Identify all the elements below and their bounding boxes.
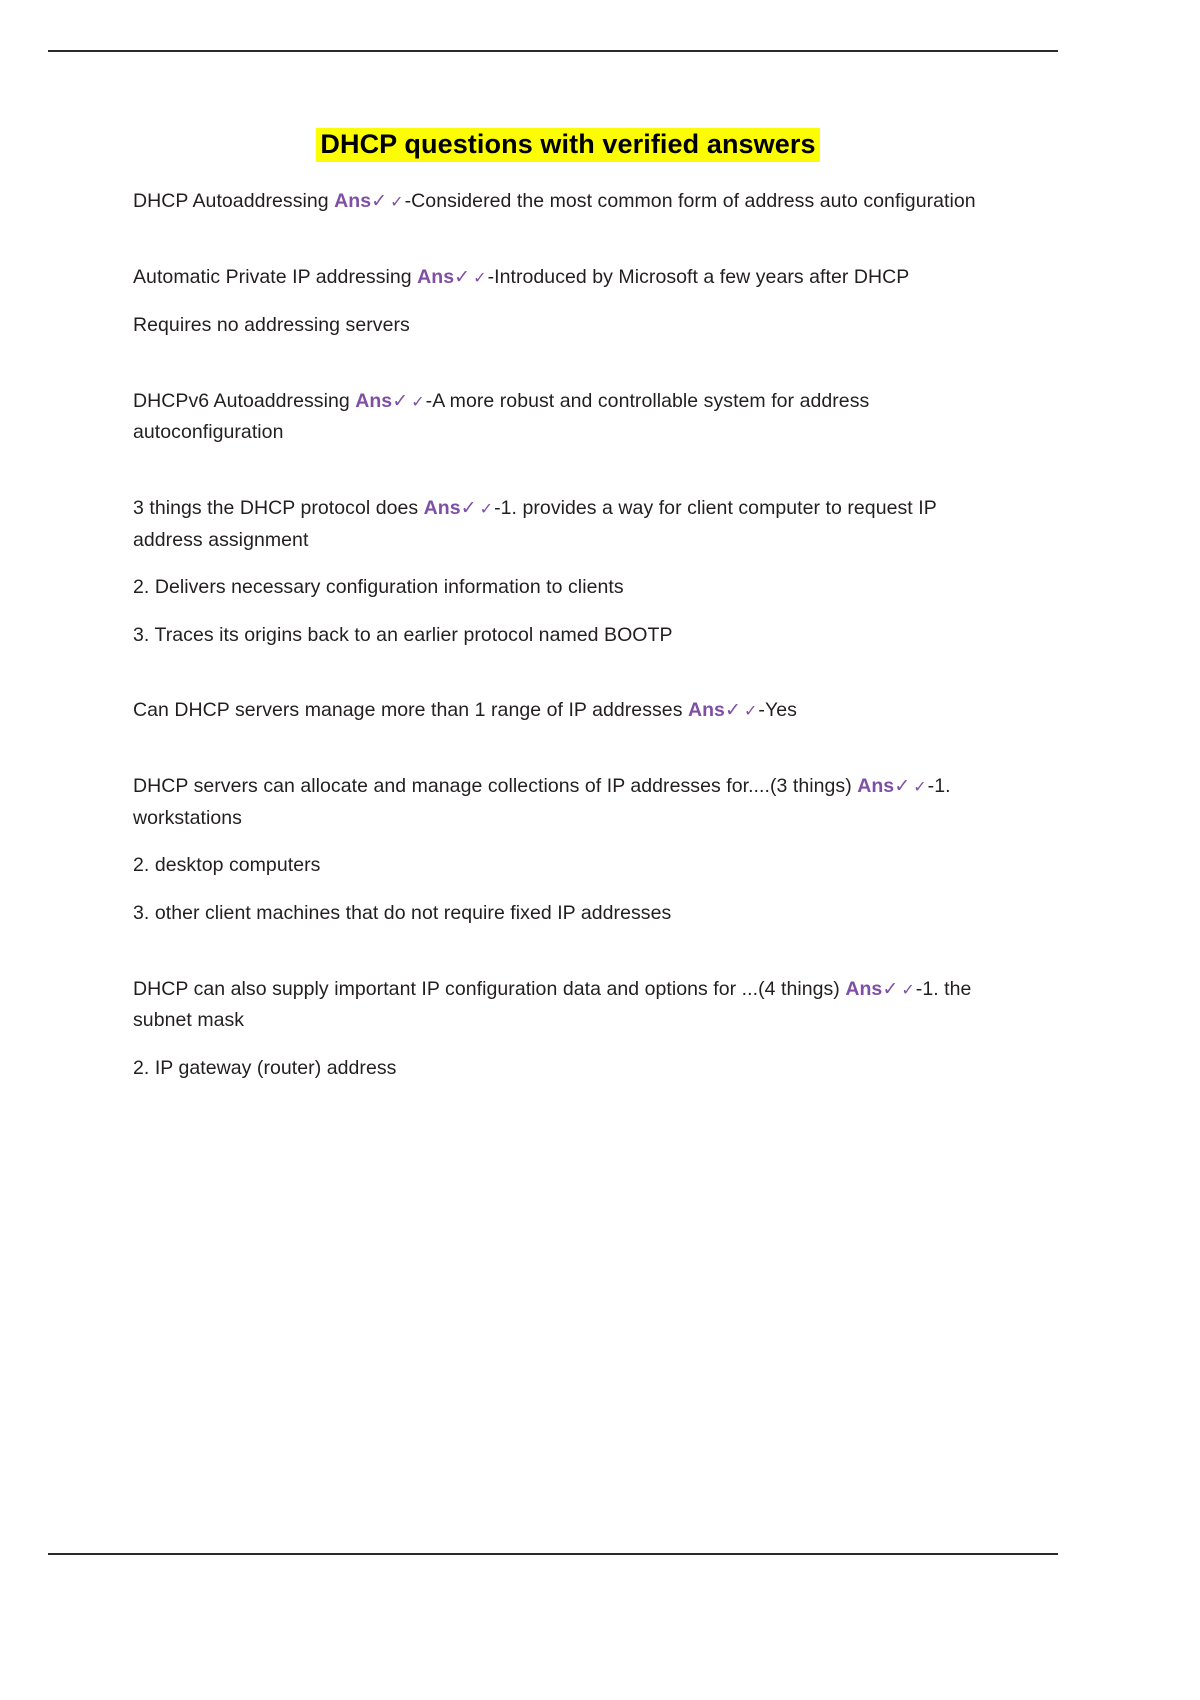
check-icon-secondary: ✓ bbox=[901, 981, 915, 999]
answer-text: Considered the most common form of address auto configuration bbox=[411, 190, 976, 213]
ans-label: Ans bbox=[687, 699, 725, 722]
qa-main-line bbox=[133, 771, 1003, 834]
ans-label: Ans bbox=[845, 977, 883, 1000]
check-icon: ✓ bbox=[882, 978, 899, 1000]
answer-extra-line: 2. IP gateway (router) address bbox=[133, 1056, 397, 1079]
qa-main-line bbox=[133, 974, 1003, 1037]
check-icon: ✓ bbox=[392, 390, 409, 412]
answer-dash: - bbox=[915, 977, 923, 1000]
check-icon-secondary: ✓ bbox=[473, 270, 487, 288]
qa-block bbox=[133, 695, 1003, 727]
ans-label: Ans bbox=[355, 389, 393, 412]
page-title-highlight: DHCP questions with verified answers bbox=[316, 128, 819, 162]
question-text: Can DHCP servers manage more than 1 range of IP addresses bbox=[133, 699, 688, 722]
question-text: DHCPv6 Autoaddressing bbox=[133, 389, 356, 412]
check-icon-secondary: ✓ bbox=[913, 779, 927, 797]
answer-text: Yes bbox=[764, 699, 797, 722]
page-bottom-rule bbox=[48, 1553, 1058, 1555]
qa-block bbox=[133, 262, 1003, 341]
check-icon: ✓ bbox=[894, 776, 911, 798]
qa-main-line bbox=[133, 695, 1003, 727]
check-icon: ✓ bbox=[454, 267, 471, 289]
answer-dash: - bbox=[927, 775, 935, 798]
answer-text: 1. the subnet mask bbox=[133, 977, 972, 1032]
answer-extra-line: Requires no addressing servers bbox=[133, 313, 410, 336]
document-body bbox=[133, 128, 1003, 1085]
qa-block bbox=[133, 386, 1003, 449]
question-text: DHCP servers can allocate and manage collections of IP addresses for....(3 things) bbox=[133, 775, 858, 798]
ans-label: Ans bbox=[417, 266, 455, 289]
answer-dash: - bbox=[758, 699, 765, 722]
qa-block bbox=[133, 493, 1003, 652]
check-icon-secondary: ✓ bbox=[390, 194, 404, 212]
question-text: DHCP can also supply important IP configuration data and options for ...(4 things) bbox=[133, 977, 846, 1000]
check-icon-secondary: ✓ bbox=[411, 393, 425, 411]
answer-dash: - bbox=[487, 266, 495, 289]
answer-text: 1. provides a way for client computer to request IP address assignment bbox=[133, 496, 937, 551]
question-text: DHCP Autoaddressing bbox=[133, 190, 335, 213]
ans-label: Ans bbox=[857, 775, 895, 798]
ans-label: Ans bbox=[334, 190, 372, 213]
answer-text: 1. workstations bbox=[133, 775, 951, 829]
answer-extra-line: 2. Delivers necessary configuration information to clients bbox=[133, 576, 624, 599]
qa-main-line bbox=[133, 386, 1003, 449]
check-icon-secondary: ✓ bbox=[743, 703, 758, 721]
check-icon: ✓ bbox=[371, 191, 388, 213]
qa-block bbox=[133, 186, 1003, 218]
qa-block bbox=[133, 771, 1003, 930]
answer-extra-line: 3. other client machines that do not require fixed IP addresses bbox=[133, 902, 672, 925]
answer-extra-line: 3. Traces its origins back to an earlier protocol named BOOTP bbox=[133, 623, 673, 646]
answer-text: A more robust and controllable system for address autoconfiguration bbox=[133, 389, 870, 444]
qa-main-line bbox=[133, 493, 1003, 556]
question-text: Automatic Private IP addressing bbox=[133, 266, 418, 289]
question-text: 3 things the DHCP protocol does bbox=[133, 496, 424, 519]
check-icon: ✓ bbox=[724, 700, 741, 722]
answer-text: Introduced by Microsoft a few years after DHCP bbox=[494, 266, 910, 289]
answer-extra-line: 2. desktop computers bbox=[133, 854, 321, 877]
page-title bbox=[133, 128, 1003, 160]
answer-dash: - bbox=[494, 496, 501, 519]
qa-main-line bbox=[133, 262, 1003, 294]
ans-label: Ans bbox=[423, 496, 461, 519]
page-top-rule bbox=[48, 50, 1058, 52]
qa-main-line bbox=[133, 186, 1003, 218]
qa-block bbox=[133, 974, 1003, 1085]
qa-list bbox=[133, 186, 1003, 1084]
answer-dash: - bbox=[404, 190, 412, 213]
check-icon-secondary: ✓ bbox=[479, 500, 494, 518]
check-icon: ✓ bbox=[460, 497, 477, 519]
answer-dash: - bbox=[425, 389, 433, 412]
